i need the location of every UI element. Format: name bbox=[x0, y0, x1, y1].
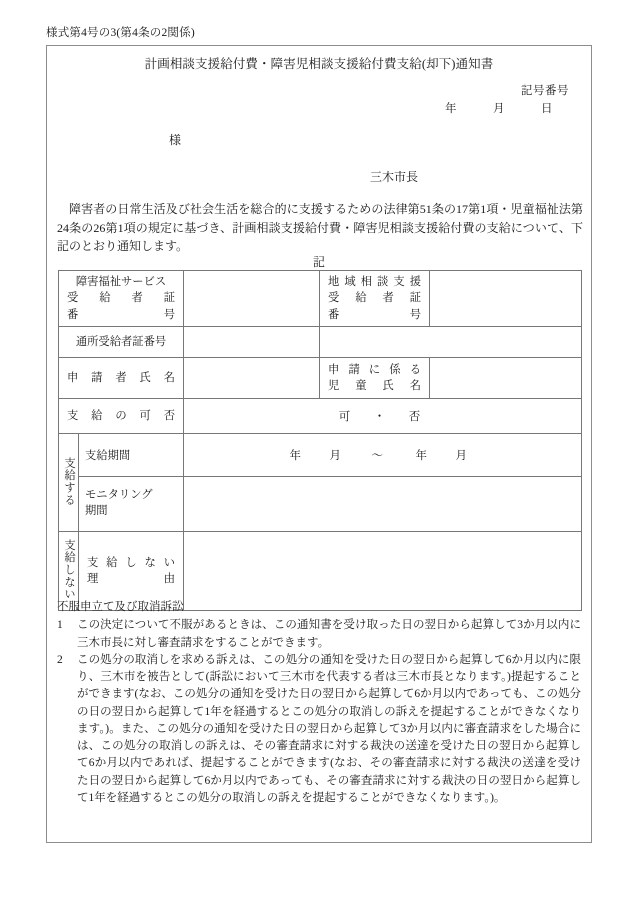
appeal-item-number: 1 bbox=[57, 619, 63, 632]
grant-period-year2: 年 bbox=[415, 450, 428, 463]
deny-reason-label-line1: 支給しない bbox=[87, 556, 176, 569]
appeal-item bbox=[57, 617, 581, 652]
appeal-item bbox=[57, 652, 581, 807]
daycare-cert-label bbox=[59, 327, 184, 358]
table-row bbox=[59, 477, 582, 532]
child-name-label-line1: 申請に係る bbox=[328, 363, 422, 376]
welfare-service-cert-label-line1: 障害福祉サービス bbox=[75, 276, 167, 288]
decision-label bbox=[59, 399, 184, 434]
document-title: 計画相談支援給付費・障害児相談支援給付費支給(却下)通知書 bbox=[144, 57, 494, 71]
form-number: 様式第4号の3(第4条の2関係) bbox=[46, 27, 195, 39]
monitoring-period-label-line1: モニタリング bbox=[85, 489, 153, 502]
date-month-label: 月 bbox=[493, 103, 505, 115]
welfare-service-cert-label bbox=[59, 271, 184, 327]
table-row bbox=[59, 271, 582, 327]
applicant-name-field[interactable] bbox=[184, 358, 320, 399]
child-name-label bbox=[320, 358, 430, 399]
issue-date-line bbox=[419, 100, 569, 116]
applicant-name-label bbox=[59, 358, 184, 399]
daycare-row-empty bbox=[320, 327, 582, 358]
grant-section-label bbox=[59, 434, 79, 532]
grant-period-value[interactable] bbox=[184, 434, 582, 477]
body-paragraph: 障害者の日常生活及び社会生活を総合的に支援するための法律第51条の17第1項・児童福祉法第24条の26第1項の規定に基づき、計画相談支援給付費・障害児相談支援給付費の支給について、下記のとおり通知します。 bbox=[57, 202, 583, 254]
reference-number-label: 記号番号 bbox=[521, 85, 569, 97]
table-row bbox=[59, 327, 582, 358]
grant-section-label-text: 支給する bbox=[62, 456, 75, 506]
appeal-item-number: 2 bbox=[57, 653, 63, 666]
applicant-name-label-text: 申請者氏名 bbox=[67, 371, 176, 384]
grant-period-label: 支給期間 bbox=[79, 434, 184, 477]
monitoring-period-label bbox=[79, 477, 184, 532]
regional-consult-cert-label-line3: 番号 bbox=[328, 308, 422, 321]
monitoring-period-label-line2: 期間 bbox=[85, 505, 108, 518]
date-year-label: 年 bbox=[445, 103, 457, 115]
deny-reason-label-line2: 理由 bbox=[87, 573, 176, 586]
appeals-section bbox=[57, 599, 581, 807]
regional-consult-cert-label-line1: 地域相談支援 bbox=[328, 276, 422, 288]
notification-table bbox=[58, 270, 582, 611]
welfare-service-cert-number-field[interactable] bbox=[184, 271, 320, 327]
regional-consult-cert-number-field[interactable] bbox=[430, 271, 582, 327]
welfare-service-cert-label-line3: 番号 bbox=[67, 308, 176, 321]
decision-label-text: 支給の可否 bbox=[67, 409, 176, 422]
ki-marker: 記 bbox=[312, 255, 325, 269]
daycare-cert-label-text: 通所受給者証番号 bbox=[75, 335, 167, 348]
grant-period-month1: 月 bbox=[329, 450, 342, 463]
table-row bbox=[59, 358, 582, 399]
welfare-service-cert-label-line2: 受給者証 bbox=[67, 292, 176, 305]
appeal-item-text: この処分の取消しを求める訴えは、この処分の通知を受けた日の翌日から起算して6か月以内に限り、三木市を被告として(訴訟において三木市を代表する者は三木市長となります。)提起することができます(なお、この処分の通知を受けた日の翌日から起算して6か月以内であっても、この処分の日の翌日から起算して1年を経過するとこの処分の取消しの訴えを提起することができなくなります。)。また、この処分の通知を受けた日の翌日から起算して3か月以内に審査請求をした場合には、この処分の取消しの訴えは、その審査請求に対する裁決の送達を受けた日の翌日から起算して6か月以内であれば、提起することができます(なお、その審査請求に対する裁決の送達を受けた日の翌日から起算して6か月以内であっても、その審査請求に対する裁決の日の翌日から起算して1年を経過するとこの処分の取消しの訴えを提起することができなくなります。)。 bbox=[77, 653, 581, 804]
appeal-item-text: この決定について不服があるときは、この通知書を受け取った日の翌日から起算して3か月以内に三木市長に対し審査請求をすることができます。 bbox=[77, 619, 581, 649]
table-row bbox=[59, 434, 582, 477]
child-name-field[interactable] bbox=[430, 358, 582, 399]
child-name-label-line2: 児童氏名 bbox=[328, 380, 422, 393]
daycare-cert-number-field[interactable] bbox=[184, 327, 320, 358]
deny-section-label-text: 支給しない bbox=[62, 538, 75, 601]
grant-period-month2: 月 bbox=[455, 450, 468, 463]
grant-period-tilde: 〜 bbox=[371, 450, 384, 463]
regional-consult-cert-label-line2: 受給者証 bbox=[328, 292, 422, 305]
monitoring-period-field[interactable] bbox=[184, 477, 582, 532]
addressee-suffix: 様 bbox=[169, 133, 182, 147]
decision-value[interactable]: 可 ・ 否 bbox=[184, 399, 582, 434]
issuer-name: 三木市長 bbox=[369, 170, 418, 184]
regional-consult-cert-label bbox=[320, 271, 430, 327]
form-frame bbox=[46, 45, 592, 843]
appeals-heading: 不服申立て及び取消訴訟 bbox=[57, 601, 184, 613]
grant-period-year1: 年 bbox=[289, 450, 302, 463]
table-row bbox=[59, 399, 582, 434]
date-day-label: 日 bbox=[541, 103, 553, 115]
